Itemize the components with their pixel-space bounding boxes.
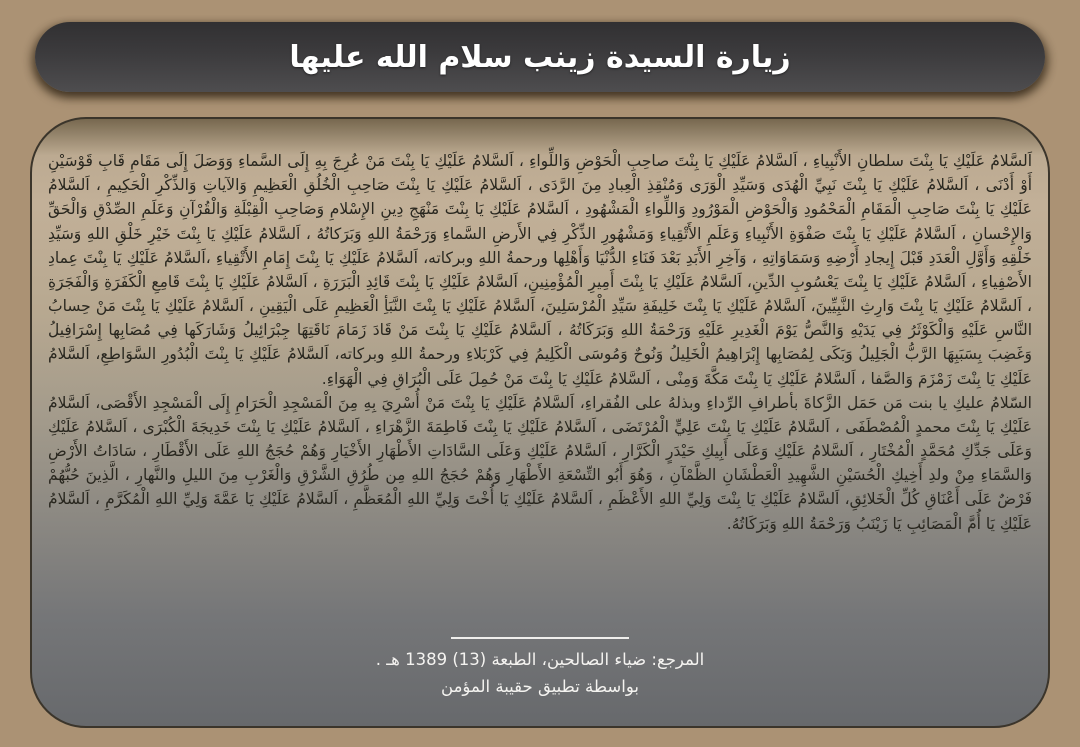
footer-divider (451, 637, 629, 639)
ziyarat-paragraph-1: اَلسَّلامُ عَلَيْكِ يَا بِنْتَ سلطانِ الأَنْبِياءِ ، اَلسَّلامُ عَلَيْكِ يَا بِنْتَ صاحِبِ الْحَوْضِ وَاللِّواءِ ، اَلسَّلامُ عَلَيْكِ يَا بِنْتَ مَنْ عُرِجَ بِهِ إِلَى السَّماءِ وَوَصَلَ إِلَى مَقَامِ قَابِ قَوْسَيْنِ أَوْ أَدْنَى ، اَلسَّلامُ عَلَيْكِ يَا بِنْتَ نَبِيِّ الْهُدَى وَسَيِّدِ الْوَرَى وَمُنْقِذِ الْعِبادِ مِنَ الرَّدَى ، اَلسَّلامُ عَلَيْكِ يَا بِنْتَ صَاحِبِ الْخُلُقِ الْعَظِيمِ وَالآياتِ وَالذِّكْرِ الْحَكِيمِ ، اَلسَّلامُ عَلَيْكِ يَا بِنْتَ صَاحِبِ الْمَقَامِ الْمَحْمُودِ وَالْحَوْضِ الْمَوْرُودِ وَاللِّواءِ الْمَشْهُودِ ، اَلسَّلامُ عَلَيْكِ يَا بِنْتَ مَنْهَجِ دِينِ الإِسْلامِ وَصَاحِبِ الْقِبْلَةِ وَالْقُرْآنِ وَعَلَمِ الصِّدْقِ وَالْحَقِّ وَالإِحْسانِ ، اَلسَّلامُ عَلَيْكِ يَا بِنْتَ صَفْوَةِ الأَنْبِياءِ وَعَلَمِ الأَتْقِياءِ وَمَشْهُورِ الذِّكْرِ فِي الأَرضِ السَّماءِ وَرَحْمَةُ اللهِ وَبَرَكاتُهُ ، اَلسَّلامُ عَلَيْكِ يَا بِنْتَ خَيْرِ خَلْقِ اللهِ وَسَيِّدِ خَلْقِهِ وَأَوَّلِ الْعَدَدِ قَبْلَ إِيجادِ أَرْضِهِ وَسَمَاوَاتِهِ ، وَآخِرِ الأَبَدِ بَعْدَ فَنَاءِ الدُّنْيَا وَأَهْلِها ورحمةُ اللهِ وبركاته، اَلسَّلامُ عَلَيْكِ يَا بِنْتَ إِمَامِ الأَتْقِياءِ ،اَلسَّلامُ عَلَيْكِ يَا بِنْتَ عِمادِ الأَصْفِياءِ ، اَلسَّلامُ عَلَيْكِ يَا بِنْتَ يَعْسُوبِ الدِّينِ، اَلسَّلامُ عَلَيْكِ يَا بِنْتَ أَمِيرِ الْمُؤْمِنِينِ، اَلسَّلامُ عَلَيْكِ يَا بِنْتَ قَائِدِ الْبَرَرَةِ ، اَلسَّلامُ عَلَيْكِ يَا بِنْتَ قَامِعِ الْكَفَرَةِ وَالْفَجَرَةِ ، اَلسَّلامُ عَلَيْكِ يَا بِنْتَ وَارِثِ النَّبِيِّينَ، اَلسَّلامُ عَلَيْكِ يَا بِنْتَ خَلِيفَةِ سَيِّدِ الْمُرْسَلِينَ، اَلسَّلامُ عَلَيْكِ يَا بِنْتَ النَّبَأِ الْعَظِيمِ عَلَى الْيَقِينِ ، اَلسَّلامُ عَلَيْكِ يَا بِنْتَ مَنْ حِسابُ النَّاسِ عَلَيْهِ وَالْكَوْثَرُ فِي يَدَيْهِ وَالنَّصُّ يَوْمَ الْغَدِيرِ عَلَيْهِ وَرَحْمَةُ اللهِ وَبَرَكَاتُهُ ، اَلسَّلامُ عَلَيْكِ يَا بِنْتَ مَنْ قَادَ زَمَامَ نَاقَتِهَا جِبْرَائِيلُ وَشَارَكَها فِي مُصَابِها إِسْرَافِيلُ وَغَضِبَ بِسَبَبِهَا الرَّبُّ الْجَلِيلُ وَبَكَى لِمُصَابِها إِبْرَاهِيمُ الْخَلِيلُ وَنُوحٌ وَمُوسَى الْكَلِيمُ فِي كَرْبَلاءِ ورحمةُ اللهِ وبركاته، اَلسَّلامُ عَلَيْكِ يَا بِنْتَ الْبُدُورِ السَّوَاطِعِ، اَلسَّلامُ عَلَيْكِ يَا بِنْتَ زَمْزَمَ وَالصَّفا ، اَلسَّلامُ عَلَيْكِ يَا بِنْتَ مَكَّةَ وَمِنْى ، اَلسَّلامُ عَلَيْكِ يَا بِنْتَ مَنْ حُمِلَ عَلَى الْبُرَاقِ فِي الْهَوَاءِ. (48, 152, 1032, 388)
ziyarat-paragraph-2: السّلامُ عليكِ يا بنت مَن حَمَل الزَّكاةَ بأطرافِ الرِّداءِ وبذلهُ على الفُقراءِ، اَلسَّلامُ عَلَيْكِ يَا بِنْتَ مَنْ أُسْرِيَ بِهِ مِنَ الْمَسْجِدِ الْحَرَامِ إِلَى الْمَسْجِدِ الأَقْصَى، اَلسَّلامُ عَلَيْكِ يَا بِنْتَ محمدٍ الْمُصْطَفَى ، اَلسَّلامُ عَلَيْكِ يَا بِنْتَ عَلِيٍّ الْمُرْتَضَى ، اَلسَّلامُ عَلَيْكِ يَا بِنْتَ فَاطِمَةَ الزَّهْرَاءِ ، اَلسَّلامُ عَلَيْكِ يَا بِنْتَ خَدِيجَةَ الْكُبْرَى ، اَلسَّلامُ عَلَيْكِ وَعَلَى جَدِّكِ مُحَمَّدٍ الْمُخْتَارِ ، اَلسَّلامُ عَلَيْكِ وَعَلَى أَبِيكِ حَيْدَرٍ الْكَرَّارِ ، اَلسَّلامُ عَلَيْكِ وَعَلَى السَّادَاتِ الأَطْهَارِ الأَخْيَارِ وَهُمْ حُجَجُ اللهِ عَلَى الأَقْطَارِ ، سَادَاتُ الأَرْضِ وَالسَّمَاءِ مِنْ ولدِ أَخِيكِ الْحُسَيْنِ الشَّهِيدِ الْعَطْشَانِ الظَّمْآنِ ، وَهُوَ أَبُو التِّسْعَةِ الأَطْهَارِ وَهُمْ حُجَجُ اللهِ مِن طُرُقِ الشَّرْقِ وَالْغَرْبِ مِنَ الليلِ والنَّهارِ ، الَّذِينَ حُبُّهُمْ فَرْضٌ عَلَى أَعْنَاقِ كُلِّ الْخَلائِقِ، اَلسَّلامُ عَلَيْكِ يَا بِنْتَ وَلِيِّ اللهِ الأَعْظَمِ ، اَلسَّلامُ عَلَيْكِ يَا أُخْتَ وَلِيِّ اللهِ الْمُعَظَّمِ ، اَلسَّلامُ عَلَيْكِ يَا عَمَّةَ وَلِيِّ اللهِ الْمُكَرَّمِ ، اَلسَّلامُ عَلَيْكِ يَا أُمَّ الْمَصَائِبِ يَا زَيْنَبُ وَرَحْمَةُ اللهِ وَبَرَكَاتُهُ. (48, 393, 1032, 533)
source-app-text: بواسطة تطبيق حقيبة المؤمن (441, 676, 639, 696)
footer (32, 637, 1048, 700)
content-panel (30, 117, 1050, 728)
title-bar (35, 22, 1045, 92)
ziyarat-text (48, 149, 1032, 536)
page-title: زيارة السيدة زينب سلام الله عليها (289, 39, 791, 75)
reference-text: المرجع: ضياء الصالحين، الطبعة (13) 1389 هـ . (375, 650, 705, 670)
